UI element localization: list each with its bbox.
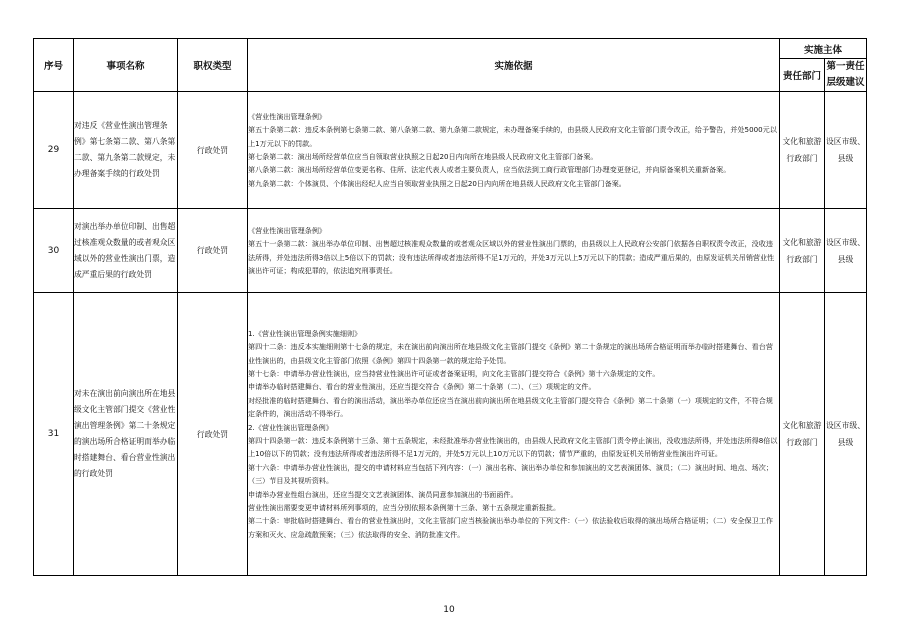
basis-paragraph: 2.《营业性演出管理条例》 [248, 422, 333, 432]
table-row [34, 92, 867, 209]
basis-paragraph: 第八条第二款：演出场所经营单位变更名称、住所、法定代表人或者主要负责人，应当依法到工商行政管理部门办理变更登记，并向原备案机关重新备案。 [248, 165, 731, 175]
header-item-name: 事项名称 [74, 39, 178, 92]
basis-paragraph: 第九条第二款：个体演员、个体演出经纪人应当自领取营业执照之日起20日内向所在地县级人民政府文化主管部门备案。 [248, 178, 626, 188]
basis-paragraph: 对经批准的临时搭建舞台、看台的演出活动，演出举办单位还应当在演出前向演出所在地县级文化主管部门提交符合《条例》第二十条第（一）项规定的文件，不符合规定条件的，演出活动不得举行。 [248, 395, 773, 419]
header-seq: 序号 [34, 39, 74, 92]
row-level: 设区市级、县级 [825, 209, 867, 293]
row-level: 设区市级、县级 [825, 293, 867, 576]
row-basis [248, 92, 780, 209]
row-authority-type: 行政处罚 [178, 293, 248, 576]
basis-paragraph: 第十七条：申请举办营业性演出，应当持营业性演出许可证或者备案证明，向文化主管部门提交符合《条例》第十六条规定的文件。 [248, 368, 660, 378]
row-basis [248, 209, 780, 293]
basis-paragraph: 申请举办临时搭建舞台、看台的营业性演出，还应当提交符合《条例》第二十条第（二）、（三）项规定的文件。 [248, 382, 596, 392]
row-seq: 31 [34, 293, 74, 576]
basis-paragraph: 《营业性演出管理条例》 [248, 111, 327, 121]
row-seq: 29 [34, 92, 74, 209]
table-row [34, 293, 867, 576]
basis-paragraph: 《营业性演出管理条例》 [248, 225, 327, 235]
header-dept: 责任部门 [780, 59, 825, 92]
row-dept: 文化和旅游行政部门 [780, 209, 825, 293]
row-authority-type: 行政处罚 [178, 92, 248, 209]
row-item-name: 对未在演出前向演出所在地县级文化主管部门提交《营业性演出管理条例》第二十条规定的演出场所合格证明而举办临时搭建舞台、看台营业性演出的行政处罚 [74, 293, 178, 576]
basis-paragraph: 第七条第二款：演出场所经营单位应当自领取营业执照之日起20日内向所在地县级人民政府文化主管部门备案。 [248, 152, 598, 161]
basis-paragraph: 第十六条：申请举办营业性演出，提交的申请材料应当包括下列内容：（一）演出名称、演出举办单位和参加演出的文艺表演团体、演员；（二）演出时间、地点、场次；（三）节目及其视听资料。 [248, 462, 773, 486]
basis-paragraph: 第五十条第二款：违反本条例第七条第二款、第八条第二款、第九条第二款规定，未办理备案手续的，由县级人民政府文化主管部门责令改正，给予警告，并处5000元以上1万元以下的罚款。 [248, 125, 777, 148]
basis-paragraph: 第四十二条：违反本实施细则第十七条的规定，未在演出前向演出所在地县级文化主管部门提交《条例》第二十条规定的演出场所合格证明而举办临时搭建舞台、看台营业性演出的，由县级文化主管部门依照《条例》第四十四条第一款的规定给予处罚。 [248, 342, 773, 365]
basis-paragraph: 第五十一条第二款：演出举办单位印制、出售超过核准观众数量的或者观众区域以外的营业性演出门票的，由县级以上人民政府公安部门依据各自职权责令改正，没收违法所得，并处违法所得3倍以上5倍以下的罚款；没有违法所得或者违法所得不足1万元的，并处3万元以上5万元以下的罚款；造成严重后果的，由原发证机关吊销营业性演出许可证；构成犯罪的，依法追究刑事责任。 [248, 239, 775, 275]
row-authority-type: 行政处罚 [178, 209, 248, 293]
enforcement-items-table [33, 38, 867, 576]
header-level: 第一责任层级建议 [825, 59, 867, 92]
basis-paragraph: 第二十条：审批临时搭建舞台、看台的营业性演出时，文化主管部门应当核验演出举办单位的下列文件：（一）依法验收后取得的演出场所合格证明；（二）安全保卫工作方案和灭火、应急疏散预案；（三）依法取得的安全、消防批准文件。 [248, 516, 773, 539]
page-number: 10 [443, 605, 455, 615]
header-subject: 实施主体 [780, 39, 867, 59]
basis-paragraph: 申请举办营业性组台演出，还应当提交文艺表演团体、演员同意参加演出的书面函件。 [248, 489, 518, 499]
header-authority-type: 职权类型 [178, 39, 248, 92]
header-basis: 实施依据 [248, 39, 780, 92]
basis-paragraph: 1.《营业性演出管理条例实施细则》 [248, 328, 362, 338]
row-dept: 文化和旅游行政部门 [780, 92, 825, 209]
row-item-name: 对违反《营业性演出管理条例》第七条第二款、第八条第二款、第九条第二款规定，未办理备案手续的行政处罚 [74, 92, 178, 209]
row-level: 设区市级、县级 [825, 92, 867, 209]
row-dept: 文化和旅游行政部门 [780, 293, 825, 576]
table-row [34, 209, 867, 293]
row-seq: 30 [34, 209, 74, 293]
basis-paragraph: 第四十四条第一款：违反本条例第十三条、第十五条规定，未经批准举办营业性演出的，由县级人民政府文化主管部门责令停止演出，没收违法所得，并处违法所得8倍以上10倍以下的罚款；没有违法所得或者违法所得不足1万元的，并处5万元以上10万元以下的罚款；情节严重的，由原发证机关吊销营业性演出许可证。 [248, 436, 778, 459]
row-item-name: 对演出举办单位印制、出售超过核准观众数量的或者观众区域以外的营业性演出门票，造成严重后果的行政处罚 [74, 209, 178, 293]
basis-paragraph: 营业性演出需要变更申请材料所列事项的，应当分别依照本条例第十三条、第十五条规定重新报批。 [248, 503, 561, 513]
row-basis [248, 293, 780, 576]
